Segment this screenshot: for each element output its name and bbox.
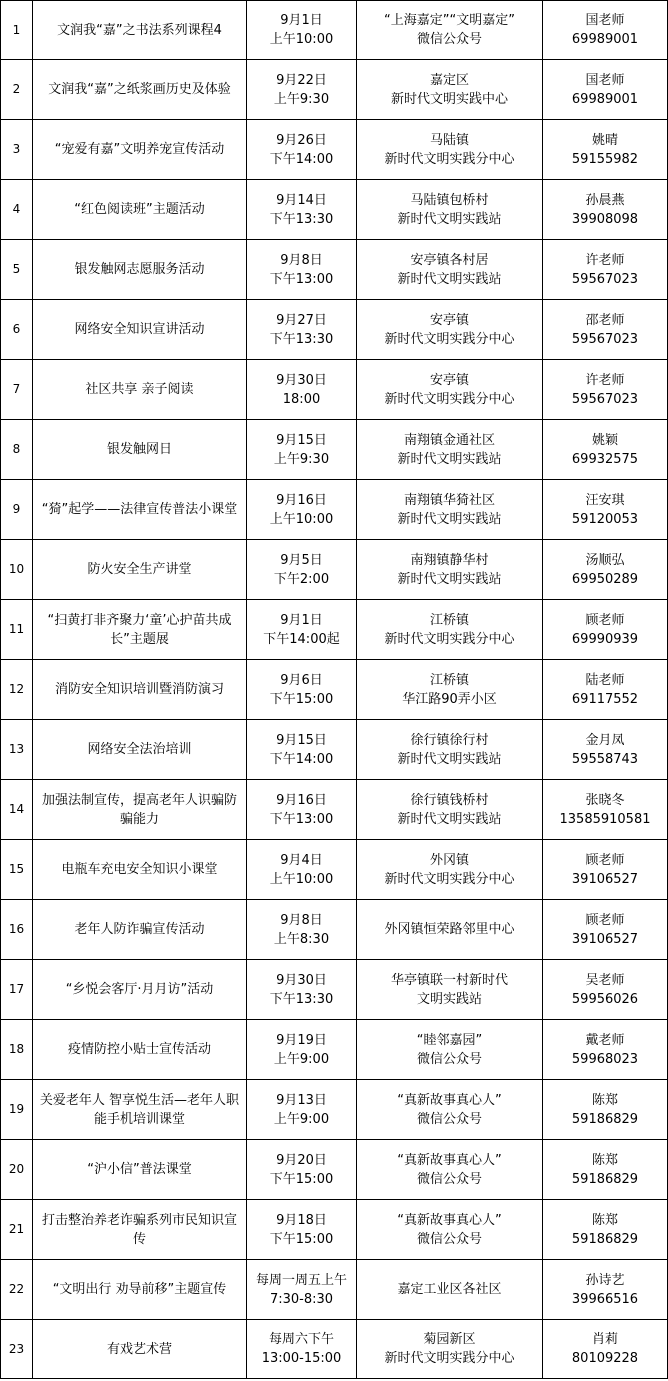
table-row [1,420,668,480]
contact-line: 69932575 [571,451,639,467]
time-line: 下午13:30 [269,991,334,1007]
contact-line: 13585910581 [559,811,651,827]
table-row [1,540,668,600]
location-line: 微信公众号 [416,1111,482,1127]
activity-title-cell: 文润我“嘉”之纸浆画历史及体验 [33,60,247,120]
location-line: 江桥镇 [429,672,469,688]
activity-location-cell [357,1260,543,1320]
activity-title-cell: 网络安全知识宣讲活动 [33,300,247,360]
time-line: 每周六下午 [268,1332,334,1347]
table-row [1,1260,668,1320]
location-line: 文明实践站 [416,991,482,1007]
contact-cell [543,1320,668,1379]
activity-time-cell [247,480,357,540]
time-line: 上午10:00 [269,871,334,887]
contact-line: 顾老师 [585,852,625,868]
contact-line: 吴老师 [585,972,625,988]
row-number-cell: 9 [1,480,33,540]
contact-line: 39106527 [571,931,639,947]
contact-line: 姚晴 [591,132,618,148]
time-line: 9月1日 [280,612,323,628]
contact-line: 肖莉 [591,1332,618,1347]
row-number-cell: 17 [1,960,33,1020]
location-line: “睦邻嘉园” [416,1032,483,1048]
row-number-cell: 8 [1,420,33,480]
contact-line: 顾老师 [585,912,625,928]
contact-cell [543,960,668,1020]
time-line: 9月8日 [280,912,323,928]
location-line: 徐行镇钱桥村 [410,792,489,808]
contact-cell [543,420,668,480]
row-number-cell: 1 [1,1,33,60]
activity-location-cell [357,840,543,900]
activity-location-cell [357,1020,543,1080]
row-number-cell: 19 [1,1080,33,1140]
activity-title-cell: 银发触网志愿服务活动 [33,240,247,300]
row-number-cell: 11 [1,600,33,660]
location-line: 南翔镇金通社区 [403,432,495,448]
contact-line: 汤顺弘 [585,552,625,568]
contact-line: 陈郑 [591,1152,618,1168]
activity-title-cell: 银发触网日 [33,420,247,480]
activity-location-cell [357,300,543,360]
contact-line: 顾老师 [585,612,625,628]
activity-time-cell [247,60,357,120]
contact-line: 69989001 [571,32,639,47]
location-line: 南翔镇华猗社区 [403,492,495,508]
contact-line: 戴老师 [585,1032,625,1048]
contact-cell [543,480,668,540]
activity-title-cell: 消防安全知识培训暨消防演习 [33,660,247,720]
time-line: 上午9:30 [273,91,330,107]
location-line: 华江路90弄小区 [402,691,497,707]
activity-title-cell: “红色阅读班”主题活动 [33,180,247,240]
time-line: 下午2:00 [273,571,330,587]
location-line: 新时代文明实践分中心 [384,151,515,167]
activity-title-cell: “猗”起学——法律宣传普法小课堂 [33,480,247,540]
contact-line: 许老师 [585,252,625,268]
time-line: 下午14:00 [269,751,334,767]
time-line: 13:00-15:00 [261,1351,342,1366]
row-number-cell: 14 [1,780,33,840]
contact-line: 许老师 [585,372,625,388]
contact-cell [543,660,668,720]
table-row [1,180,668,240]
activity-location-cell [357,960,543,1020]
location-line: 菊园新区 [423,1332,476,1347]
table-row [1,960,668,1020]
activity-time-cell [247,780,357,840]
table-row [1,1020,668,1080]
time-line: 9月15日 [276,432,327,448]
row-number-cell: 12 [1,660,33,720]
contact-cell [543,900,668,960]
time-line: 9月4日 [280,852,323,868]
time-line: 9月19日 [276,1032,327,1048]
row-number-cell: 16 [1,900,33,960]
activity-location-cell [357,900,543,960]
activity-rows [1,1,668,1379]
location-line: 新时代文明实践分中心 [384,331,515,347]
contact-line: 59186829 [571,1231,639,1247]
activity-time-cell [247,540,357,600]
contact-cell [543,780,668,840]
location-line: “真新故事真心人” [397,1152,502,1168]
table-row [1,1140,668,1200]
table-row [1,60,668,120]
activity-title-cell: “乡悦会客厅·月月访”活动 [33,960,247,1020]
location-line: 新时代文明实践站 [397,211,502,227]
time-line: 9月22日 [276,72,327,88]
contact-line: 59558743 [571,751,639,767]
location-line: 华亭镇联一村新时代 [390,972,508,988]
contact-line: 59567023 [571,331,639,347]
row-number-cell: 10 [1,540,33,600]
time-line: 下午15:00 [269,691,334,707]
contact-line: 59120053 [571,511,639,527]
contact-line: 59155982 [571,151,639,167]
activity-title-cell: “文明出行 劝导前移”主题宣传 [33,1260,247,1320]
row-number-cell: 21 [1,1200,33,1260]
time-line: 上午9:30 [273,451,330,467]
location-line: 微信公众号 [416,1231,482,1247]
table-row [1,480,668,540]
table-row [1,780,668,840]
contact-cell [543,600,668,660]
activity-title-cell: 社区共享 亲子阅读 [33,360,247,420]
time-line: 上午8:30 [273,931,330,947]
time-line: 9月16日 [276,792,327,808]
activity-time-cell [247,120,357,180]
location-line: 微信公众号 [416,1051,482,1067]
activity-title-cell: “宠爱有嘉”文明养宠宣传活动 [33,120,247,180]
row-number-cell: 18 [1,1020,33,1080]
contact-line: 陆老师 [585,672,625,688]
contact-line: 陈郑 [591,1092,618,1108]
location-line: 外冈镇恒荣路邻里中心 [384,922,515,937]
activity-title-cell: 疫情防控小贴士宣传活动 [33,1020,247,1080]
activity-time-cell [247,900,357,960]
contact-line: 59956026 [571,991,639,1007]
location-line: “上海嘉定”“文明嘉定” [384,13,515,28]
location-line: 新时代文明实践分中心 [384,631,515,647]
activity-time-cell [247,720,357,780]
time-line: 9月30日 [276,372,327,388]
time-line: 下午14:00 [269,151,334,167]
location-line: 新时代文明实践分中心 [384,1351,515,1366]
contact-cell [543,1260,668,1320]
contact-line: 59567023 [571,391,639,407]
contact-line: 69990939 [571,631,639,647]
activity-time-cell [247,1140,357,1200]
activity-title-cell: 关爱老年人 智享悦生活—老年人职能手机培训课堂 [33,1080,247,1140]
activity-time-cell [247,300,357,360]
contact-line: 汪安琪 [585,492,625,508]
activity-location-cell [357,60,543,120]
row-number-cell: 2 [1,60,33,120]
activity-title-cell: 有戏艺术营 [33,1320,247,1379]
contact-line: 59567023 [571,271,639,287]
time-line: 上午10:00 [269,511,334,527]
contact-line: 孙诗艺 [585,1272,625,1288]
time-line: 9月5日 [280,552,323,568]
time-line: 9月30日 [276,972,327,988]
location-line: 微信公众号 [416,32,482,47]
location-line: 外冈镇 [429,852,469,868]
location-line: 南翔镇静华村 [410,552,489,568]
location-line: 江桥镇 [429,612,469,628]
activity-time-cell [247,1,357,60]
activity-location-cell [357,600,543,660]
contact-cell [543,240,668,300]
activity-time-cell [247,1080,357,1140]
time-line: 9月1日 [280,13,323,28]
table-row [1,1080,668,1140]
table-row [1,300,668,360]
location-line: 徐行镇徐行村 [410,732,489,748]
table-row [1,600,668,660]
activity-title-cell: 防火安全生产讲堂 [33,540,247,600]
contact-cell [543,120,668,180]
time-line: 9月20日 [276,1152,327,1168]
activity-time-cell [247,420,357,480]
table-row [1,120,668,180]
time-line: 9月26日 [276,132,327,148]
activity-time-cell [247,960,357,1020]
location-line: 新时代文明实践站 [397,451,502,467]
contact-line: 39966516 [571,1291,639,1307]
location-line: 安亭镇 [429,312,469,328]
location-line: 新时代文明实践中心 [390,91,508,107]
activity-time-cell [247,180,357,240]
activity-title-cell: “沪小信”普法课堂 [33,1140,247,1200]
time-line: 每周一周五上午 [255,1272,347,1288]
contact-line: 姚颖 [591,432,618,448]
activity-time-cell [247,1020,357,1080]
activity-title-cell: 文润我“嘉”之书法系列课程4 [33,1,247,60]
contact-cell [543,720,668,780]
contact-line: 59186829 [571,1171,639,1187]
time-line: 下午13:30 [269,331,334,347]
row-number-cell: 13 [1,720,33,780]
row-number-cell: 20 [1,1140,33,1200]
time-line: 下午14:00起 [263,631,340,647]
activity-location-cell [357,660,543,720]
location-line: “真新故事真心人” [397,1092,502,1108]
table-row [1,720,668,780]
contact-cell [543,540,668,600]
location-line: “真新故事真心人” [397,1212,502,1228]
table-row [1,1200,668,1260]
location-line: 新时代文明实践站 [397,751,502,767]
table-row [1,1,668,60]
location-line: 安亭镇各村居 [410,252,489,268]
activity-title-cell: 电瓶车充电安全知识小课堂 [33,840,247,900]
activity-location-cell [357,120,543,180]
time-line: 9月8日 [280,252,323,268]
contact-line: 国老师 [585,13,625,28]
location-line: 新时代文明实践站 [397,271,502,287]
table-row [1,360,668,420]
row-number-cell: 5 [1,240,33,300]
activity-time-cell [247,1260,357,1320]
contact-line: 59186829 [571,1111,639,1127]
activity-title-cell: 加强法制宣传，提高老年人识骗防骗能力 [33,780,247,840]
activity-location-cell [357,1,543,60]
activity-title-cell: 老年人防诈骗宣传活动 [33,900,247,960]
activity-time-cell [247,240,357,300]
contact-cell [543,1020,668,1080]
row-number-cell: 15 [1,840,33,900]
activity-location-cell [357,780,543,840]
activity-location-cell [357,240,543,300]
contact-line: 陈郑 [591,1212,618,1228]
contact-line: 69950289 [571,571,639,587]
time-line: 下午13:00 [269,271,334,287]
contact-cell [543,1140,668,1200]
activity-title-cell: “扫黄打非齐聚力‘童’心护苗共成长”主题展 [33,600,247,660]
time-line: 上午10:00 [269,32,334,47]
contact-line: 孙晨燕 [585,192,625,208]
row-number-cell: 6 [1,300,33,360]
contact-cell [543,1200,668,1260]
contact-line: 张晓冬 [585,792,625,808]
activity-location-cell [357,1140,543,1200]
time-line: 9月6日 [280,672,323,688]
activity-location-cell [357,480,543,540]
contact-cell [543,60,668,120]
location-line: 新时代文明实践站 [397,511,502,527]
time-line: 9月14日 [276,192,327,208]
contact-line: 80109228 [571,1351,639,1366]
table-row [1,660,668,720]
row-number-cell: 22 [1,1260,33,1320]
activity-time-cell [247,660,357,720]
contact-line: 59968023 [571,1051,639,1067]
table-row [1,900,668,960]
row-number-cell: 7 [1,360,33,420]
location-line: 马陆镇 [429,132,469,148]
activity-time-cell [247,1320,357,1379]
activity-location-cell [357,420,543,480]
activity-title-cell: 网络安全法治培训 [33,720,247,780]
time-line: 9月18日 [276,1212,327,1228]
activity-time-cell [247,1200,357,1260]
activity-location-cell [357,1320,543,1379]
table-row [1,1320,668,1379]
time-line: 下午15:00 [269,1171,334,1187]
location-line: 新时代文明实践站 [397,571,502,587]
activity-location-cell [357,720,543,780]
location-line: 嘉定区 [429,72,469,88]
time-line: 下午13:30 [269,211,334,227]
time-line: 9月16日 [276,492,327,508]
contact-line: 39908098 [571,211,639,227]
contact-cell [543,840,668,900]
contact-cell [543,300,668,360]
time-line: 9月27日 [276,312,327,328]
location-line: 新时代文明实践分中心 [384,871,515,887]
contact-line: 69989001 [571,91,639,107]
location-line: 嘉定工业区各社区 [397,1282,502,1297]
contact-line: 邵老师 [585,312,625,328]
location-line: 安亭镇 [429,372,469,388]
activity-location-cell [357,1080,543,1140]
location-line: 马陆镇包桥村 [410,192,489,208]
contact-cell [543,360,668,420]
time-line: 7:30-8:30 [269,1291,334,1307]
activity-time-cell [247,840,357,900]
activity-location-cell [357,1200,543,1260]
activity-location-cell [357,360,543,420]
contact-cell [543,1,668,60]
location-line: 新时代文明实践站 [397,811,502,827]
activity-location-cell [357,180,543,240]
time-line: 18:00 [282,391,321,407]
contact-line: 金月凤 [585,732,625,748]
table-row [1,840,668,900]
row-number-cell: 3 [1,120,33,180]
contact-line: 39106527 [571,871,639,887]
activity-title-cell: 打击整治养老诈骗系列市民知识宣传 [33,1200,247,1260]
contact-cell [543,1080,668,1140]
time-line: 上午9:00 [273,1051,330,1067]
row-number-cell: 23 [1,1320,33,1379]
time-line: 9月13日 [276,1092,327,1108]
contact-cell [543,180,668,240]
contact-line: 69117552 [571,691,639,707]
time-line: 上午9:00 [273,1111,330,1127]
location-line: 新时代文明实践分中心 [384,391,515,407]
time-line: 9月15日 [276,732,327,748]
row-number-cell: 4 [1,180,33,240]
time-line: 下午13:00 [269,811,334,827]
activity-location-cell [357,540,543,600]
activity-time-cell [247,360,357,420]
contact-line: 国老师 [585,72,625,88]
location-line: 微信公众号 [416,1171,482,1187]
table-row [1,240,668,300]
activity-time-cell [247,600,357,660]
time-line: 下午15:00 [269,1231,334,1247]
